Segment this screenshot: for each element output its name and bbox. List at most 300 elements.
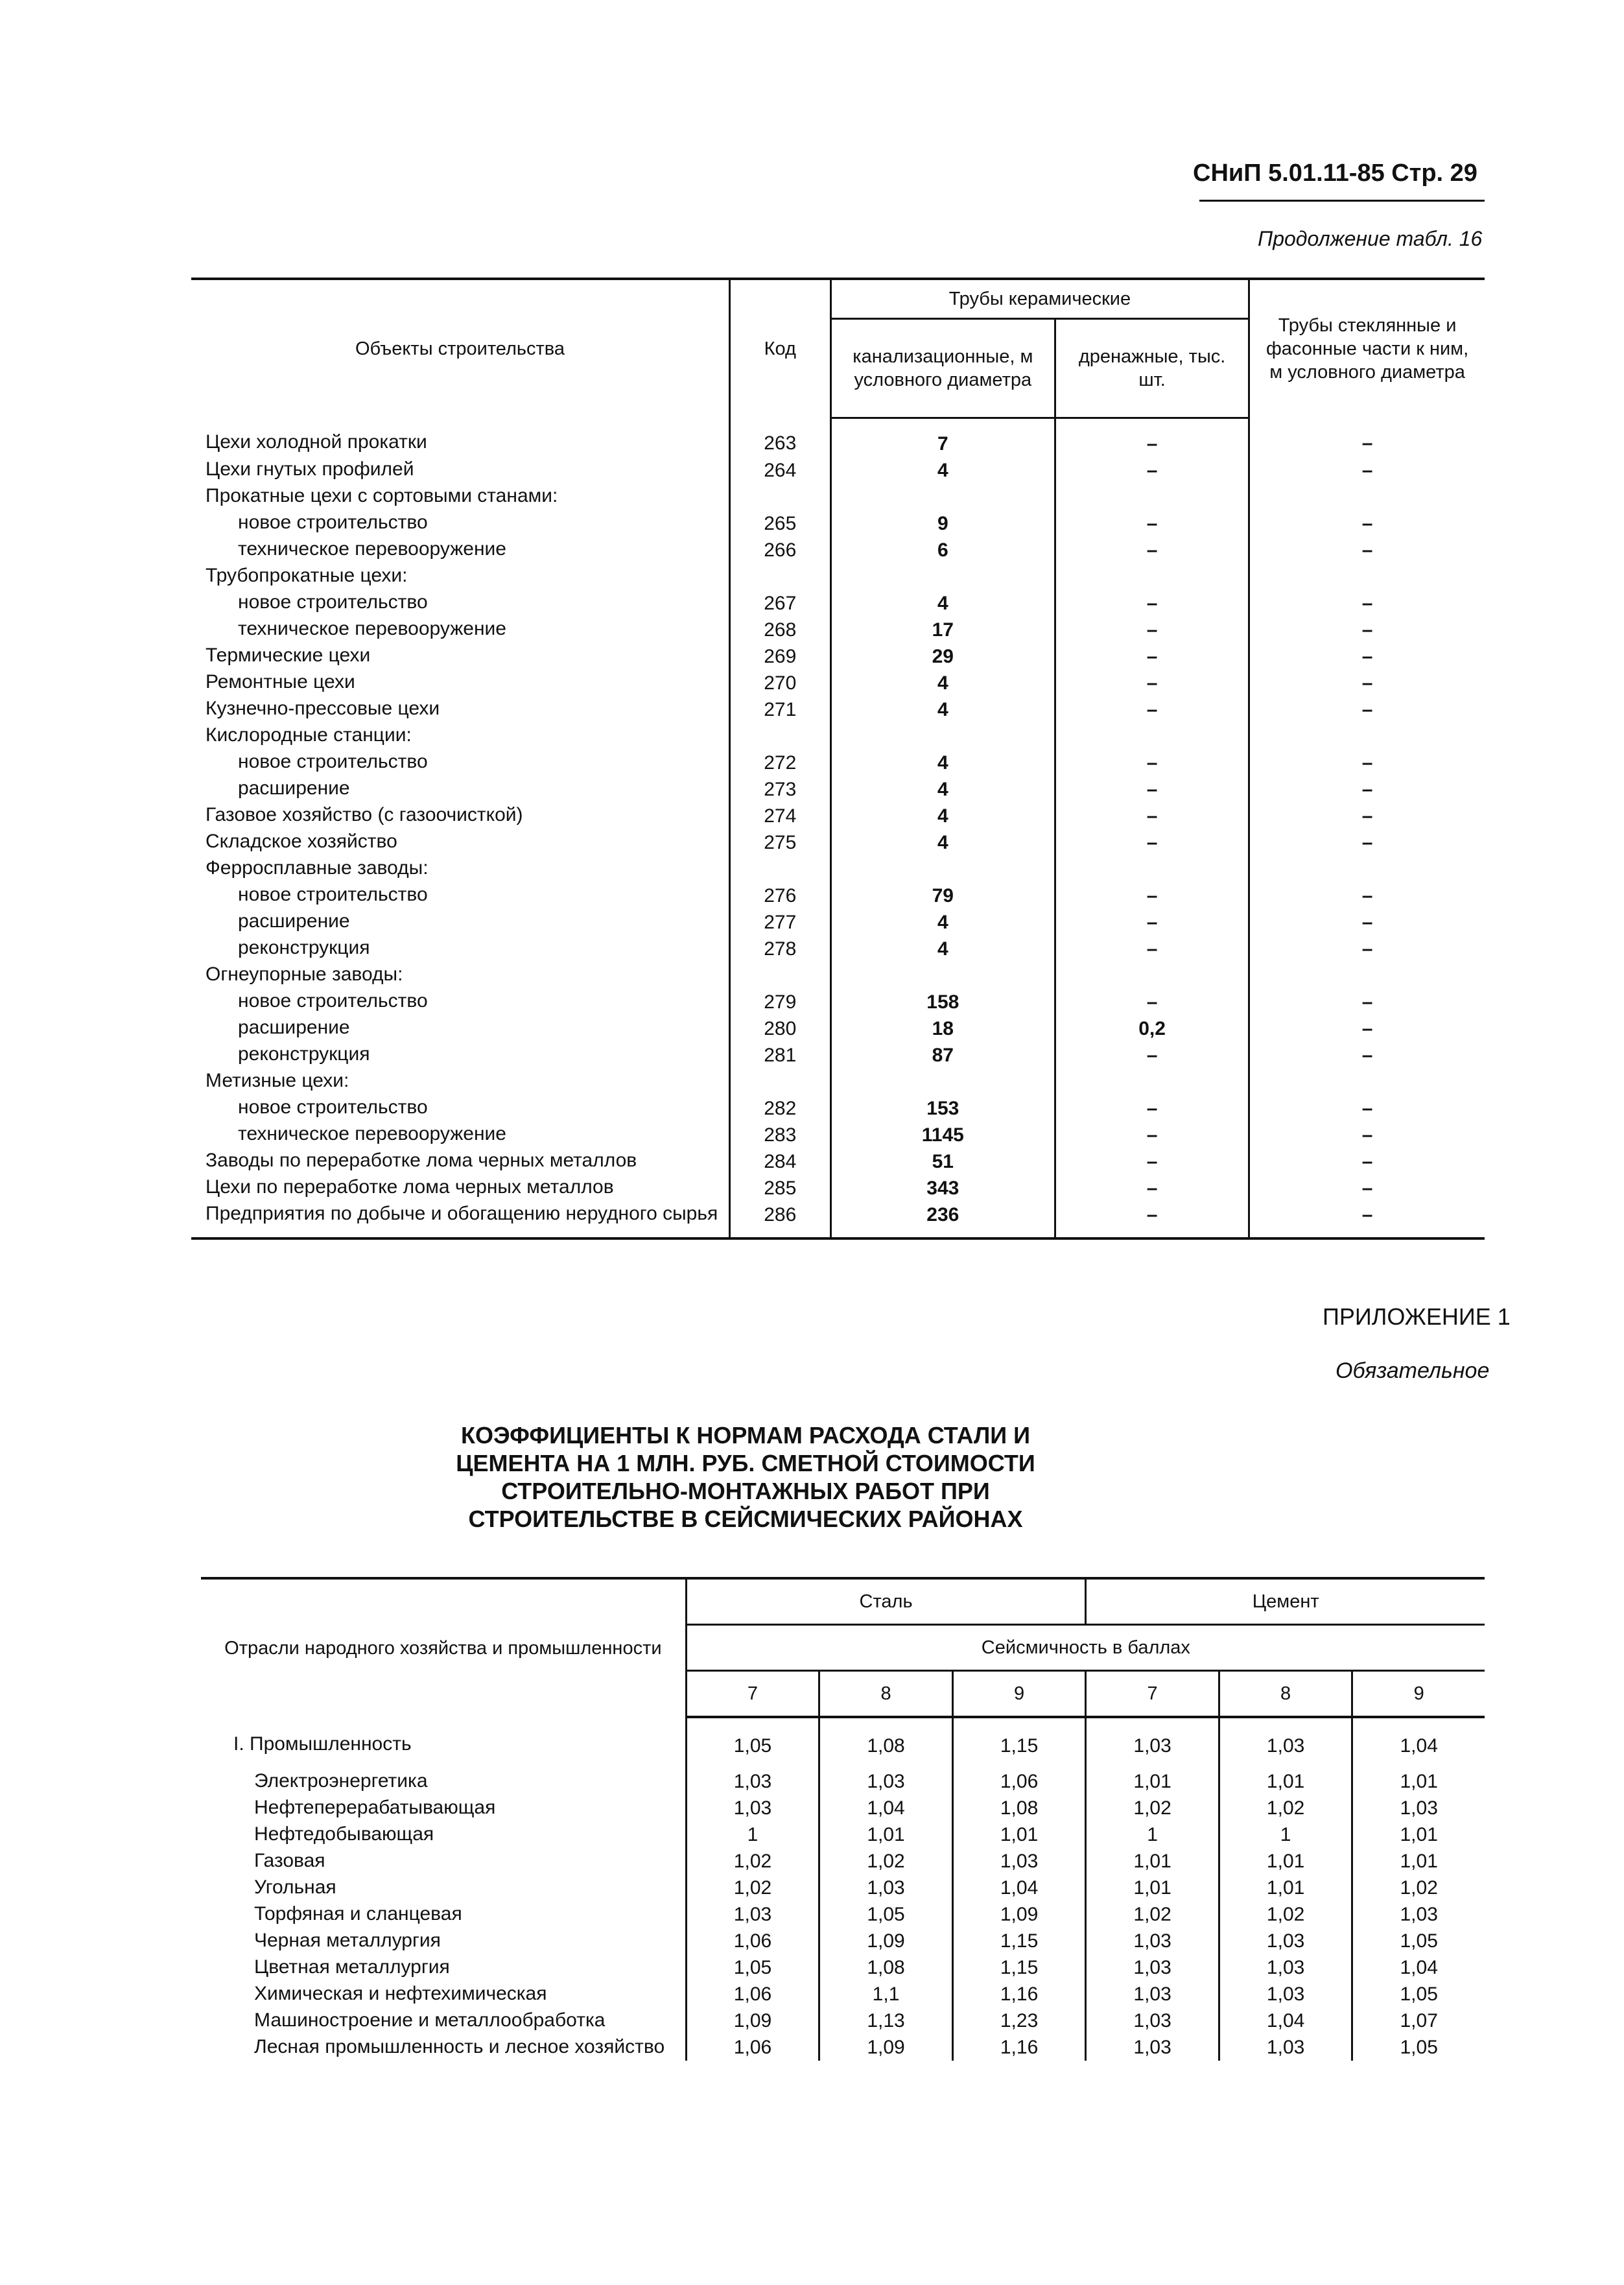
row-name: Ферросплавные заводы: [206, 857, 429, 879]
row-sewer-value: 4 [830, 696, 1055, 723]
table-row [191, 537, 1485, 563]
coefficient-value: 1,05 [686, 1717, 819, 1768]
table-row [191, 723, 1485, 750]
coefficient-value: 1,06 [686, 1981, 819, 2007]
coefficient-value: 1,03 [1086, 1717, 1219, 1768]
coefficient-value: 1,09 [686, 2007, 819, 2034]
coefficient-value: 1,03 [1219, 2034, 1352, 2061]
coefficient-value: 1,02 [1086, 1901, 1219, 1928]
row-glass-value: – [1249, 1148, 1485, 1175]
row-code: 268 [729, 617, 830, 643]
table-row [191, 696, 1485, 723]
table-row [201, 1954, 1485, 1981]
row-code: 282 [729, 1095, 830, 1122]
col-code-header: Код [729, 279, 830, 418]
coefficient-value: 1,03 [1086, 1981, 1219, 2007]
appendix-title: КОЭФФИЦИЕНТЫ К НОРМАМ РАСХОДА СТАЛИ И ЦЕМЕНТА НА 1 МЛН. РУБ. СМЕТНОЙ СТОИМОСТИ СТРОИТЕЛЬНО-МОНТАЖНЫХ РАБОТ ПРИ СТРОИТЕЛЬСТВЕ В СЕЙСМИЧЕСКИХ РАЙОНАХ [456, 1422, 1035, 1532]
col-ceramic-header: Трубы керамические [830, 279, 1249, 319]
row-name: Ремонтные цехи [206, 671, 355, 693]
row-code: 274 [729, 803, 830, 829]
row-name: новое строительство [238, 751, 428, 772]
score-header: 7 [686, 1671, 819, 1718]
table-row [191, 803, 1485, 829]
table-row [201, 1875, 1485, 1901]
coefficient-value: 1,15 [952, 1717, 1086, 1768]
coefficient-value: 1,08 [819, 1954, 953, 1981]
coefficient-value: 1,04 [952, 1875, 1086, 1901]
row-code: 275 [729, 829, 830, 856]
table-row [191, 1122, 1485, 1148]
coefficient-value: 1,01 [1219, 1768, 1352, 1795]
row-drain-value [1055, 563, 1249, 590]
row-drain-value [1055, 1069, 1249, 1095]
coefficient-value: 1,03 [1219, 1981, 1352, 2007]
row-sewer-value: 7 [830, 418, 1055, 458]
row-drain-value [1055, 484, 1249, 510]
coefficient-value: 1,1 [819, 1981, 953, 2007]
row-code: 273 [729, 776, 830, 803]
row-glass-value: – [1249, 457, 1485, 484]
coefficient-value: 1,02 [1352, 1875, 1485, 1901]
row-name: Предприятия по добыче и обогащению нерудного сырья [191, 1202, 729, 1238]
coefficient-value: 1,09 [819, 1928, 953, 1954]
row-glass-value [1249, 856, 1485, 882]
row-drain-value: – [1055, 418, 1249, 458]
score-header: 9 [1352, 1671, 1485, 1718]
coefficient-value: 1,01 [1086, 1848, 1219, 1875]
table-row [191, 484, 1485, 510]
row-sewer-value: 4 [830, 750, 1055, 776]
row-glass-value: – [1249, 696, 1485, 723]
col-objects-header: Объекты строительства [191, 279, 729, 418]
coefficient-value: 1,03 [819, 1768, 953, 1795]
table-row [191, 1042, 1485, 1069]
row-name: Цехи холодной прокатки [206, 431, 427, 453]
row-drain-value [1055, 856, 1249, 882]
table-row [191, 962, 1485, 989]
row-drain-value: – [1055, 696, 1249, 723]
col-drain-header: дренажные, тыс. шт. [1055, 319, 1249, 418]
row-drain-value: – [1055, 457, 1249, 484]
row-name: техническое перевооружение [238, 538, 506, 560]
coefficient-value: 1,01 [1219, 1848, 1352, 1875]
row-code [729, 484, 830, 510]
coefficient-value: 1,07 [1352, 2007, 1485, 2034]
row-code: 285 [729, 1175, 830, 1202]
table-row [191, 590, 1485, 617]
row-code: 279 [729, 989, 830, 1015]
coefficient-value: 1,08 [819, 1717, 953, 1768]
row-drain-value: – [1055, 670, 1249, 696]
row-glass-value: – [1249, 776, 1485, 803]
table-row [191, 563, 1485, 590]
row-sewer-value: 6 [830, 537, 1055, 563]
branch-name: Торфяная и сланцевая [254, 1903, 462, 1924]
row-sewer-value [830, 856, 1055, 882]
table-16 [191, 278, 1485, 1240]
row-name: новое строительство [238, 591, 428, 613]
coefficient-value: 1,04 [1352, 1717, 1485, 1768]
row-sewer-value: 17 [830, 617, 1055, 643]
row-code: 267 [729, 590, 830, 617]
row-drain-value: – [1055, 1148, 1249, 1175]
table-row [191, 1015, 1485, 1042]
row-glass-value: – [1249, 989, 1485, 1015]
row-glass-value: – [1249, 1095, 1485, 1122]
coefficient-value: 1,23 [952, 2007, 1086, 2034]
score-header: 7 [1086, 1671, 1219, 1718]
row-sewer-value: 4 [830, 829, 1055, 856]
row-glass-value: – [1249, 1175, 1485, 1202]
row-name: новое строительство [238, 1096, 428, 1118]
row-sewer-value: 343 [830, 1175, 1055, 1202]
table-row [191, 1175, 1485, 1202]
row-code [729, 856, 830, 882]
row-code: 284 [729, 1148, 830, 1175]
row-sewer-value [830, 563, 1055, 590]
branch-name: Нефтедобывающая [254, 1823, 434, 1845]
table-row [191, 1202, 1485, 1238]
table-row [201, 1928, 1485, 1954]
row-glass-value: – [1249, 537, 1485, 563]
coefficient-value: 1,13 [819, 2007, 953, 2034]
table-row [201, 1821, 1485, 1848]
coefficient-value: 1,09 [952, 1901, 1086, 1928]
coefficient-value: 1,01 [1086, 1875, 1219, 1901]
row-drain-value: – [1055, 989, 1249, 1015]
row-glass-value: – [1249, 590, 1485, 617]
row-name: Цехи гнутых профилей [206, 458, 414, 480]
row-code [729, 563, 830, 590]
appendix-status: Обязательное [1336, 1358, 1490, 1383]
row-name: Кузнечно-прессовые цехи [206, 698, 440, 719]
coefficient-value: 1 [1219, 1821, 1352, 1848]
coefficient-value: 1,06 [952, 1768, 1086, 1795]
coefficient-value: 1,02 [1219, 1795, 1352, 1821]
row-sewer-value: 79 [830, 882, 1055, 909]
row-drain-value: – [1055, 776, 1249, 803]
row-drain-value: – [1055, 643, 1249, 670]
col-cement-header: Цемент [1086, 1578, 1485, 1625]
row-sewer-value: 4 [830, 457, 1055, 484]
branch-name: Нефтеперерабатывающая [254, 1797, 496, 1818]
continuation-note: Продолжение табл. 16 [1258, 227, 1483, 250]
row-code: 277 [729, 909, 830, 936]
row-sewer-value: 1145 [830, 1122, 1055, 1148]
row-glass-value: – [1249, 909, 1485, 936]
coefficient-value: 1,04 [1219, 2007, 1352, 2034]
coefficient-value: 1,02 [819, 1848, 953, 1875]
branch-name: Химическая и нефтехимическая [254, 1983, 547, 2004]
row-name: Трубопрокатные цехи: [206, 565, 408, 586]
coefficient-value: 1,01 [1219, 1875, 1352, 1901]
table-row [201, 1795, 1485, 1821]
row-sewer-value: 9 [830, 510, 1055, 537]
row-code: 265 [729, 510, 830, 537]
row-drain-value: – [1055, 1122, 1249, 1148]
coefficient-value: 1,05 [1352, 2034, 1485, 2061]
row-glass-value [1249, 723, 1485, 750]
branch-name: Машиностроение и металлообработка [254, 2009, 606, 2031]
row-drain-value: – [1055, 1042, 1249, 1069]
coefficient-value: 1,03 [1086, 1954, 1219, 1981]
row-glass-value: – [1249, 617, 1485, 643]
coefficient-value: 1,01 [1352, 1848, 1485, 1875]
row-sewer-value [830, 1069, 1055, 1095]
coefficient-value: 1,02 [1086, 1795, 1219, 1821]
row-name: новое строительство [238, 884, 428, 905]
row-name: расширение [238, 1017, 350, 1038]
row-glass-value: – [1249, 670, 1485, 696]
row-name: новое строительство [238, 990, 428, 1012]
row-code: 276 [729, 882, 830, 909]
row-glass-value: – [1249, 1015, 1485, 1042]
coefficient-value: 1,03 [686, 1901, 819, 1928]
table-row [201, 1981, 1485, 2007]
coefficient-value: 1,02 [686, 1848, 819, 1875]
row-name: расширение [238, 777, 350, 799]
row-glass-value: – [1249, 936, 1485, 962]
row-code: 278 [729, 936, 830, 962]
row-glass-value: – [1249, 750, 1485, 776]
row-sewer-value: 236 [830, 1202, 1055, 1238]
row-code: 266 [729, 537, 830, 563]
table-row [191, 989, 1485, 1015]
table-row [191, 882, 1485, 909]
row-name: реконструкция [238, 937, 370, 958]
branch-name: Черная металлургия [254, 1930, 441, 1951]
row-drain-value: – [1055, 590, 1249, 617]
row-sewer-value: 4 [830, 909, 1055, 936]
branch-name: Газовая [254, 1850, 325, 1871]
row-drain-value: – [1055, 750, 1249, 776]
row-drain-value: – [1055, 803, 1249, 829]
row-glass-value [1249, 962, 1485, 989]
table-row [191, 1148, 1485, 1175]
row-sewer-value [830, 962, 1055, 989]
coefficient-value: 1,04 [819, 1795, 953, 1821]
row-code: 269 [729, 643, 830, 670]
coefficient-value: 1,05 [819, 1901, 953, 1928]
row-code [729, 723, 830, 750]
row-name: Огнеупорные заводы: [206, 964, 403, 985]
branch-name: I. Промышленность [233, 1733, 412, 1755]
row-code: 264 [729, 457, 830, 484]
row-drain-value: – [1055, 1202, 1249, 1238]
table-row [191, 776, 1485, 803]
coefficient-value: 1 [686, 1821, 819, 1848]
row-glass-value: – [1249, 882, 1485, 909]
row-drain-value: – [1055, 617, 1249, 643]
coefficient-value: 1,03 [1219, 1928, 1352, 1954]
row-glass-value: – [1249, 1122, 1485, 1148]
table-row [191, 1069, 1485, 1095]
coefficient-value: 1,05 [1352, 1981, 1485, 2007]
row-drain-value: 0,2 [1055, 1015, 1249, 1042]
branch-name: Цветная металлургия [254, 1956, 450, 1978]
row-name: Газовое хозяйство (с газоочисткой) [206, 804, 523, 825]
row-glass-value: – [1249, 803, 1485, 829]
table-row [191, 936, 1485, 962]
row-sewer-value: 87 [830, 1042, 1055, 1069]
coefficient-value: 1,15 [952, 1928, 1086, 1954]
row-sewer-value: 4 [830, 670, 1055, 696]
coefficient-value: 1,03 [1219, 1717, 1352, 1768]
coefficient-value: 1,03 [819, 1875, 953, 1901]
appendix-label: ПРИЛОЖЕНИЕ 1 [1323, 1303, 1511, 1330]
coefficient-value: 1,03 [1352, 1795, 1485, 1821]
coefficient-value: 1,03 [1219, 1954, 1352, 1981]
col-steel-header: Сталь [686, 1578, 1086, 1625]
coefficient-value: 1,03 [952, 1848, 1086, 1875]
row-glass-value: – [1249, 829, 1485, 856]
table-row [191, 829, 1485, 856]
row-drain-value: – [1055, 882, 1249, 909]
row-glass-value: – [1249, 510, 1485, 537]
coefficient-value: 1,01 [1086, 1768, 1219, 1795]
coefficient-value: 1,03 [1086, 1928, 1219, 1954]
row-code: 263 [729, 418, 830, 458]
row-sewer-value: 4 [830, 803, 1055, 829]
table-row [201, 1901, 1485, 1928]
row-code [729, 1069, 830, 1095]
coefficient-value: 1,06 [686, 2034, 819, 2061]
row-name: реконструкция [238, 1043, 370, 1065]
coefficient-value: 1,16 [952, 1981, 1086, 2007]
row-name: Складское хозяйство [206, 831, 397, 852]
branch-name: Угольная [254, 1877, 336, 1898]
table-row [191, 1095, 1485, 1122]
row-sewer-value: 29 [830, 643, 1055, 670]
coefficient-value: 1,03 [1086, 2034, 1219, 2061]
row-glass-value: – [1249, 418, 1485, 458]
row-glass-value [1249, 484, 1485, 510]
row-sewer-value [830, 723, 1055, 750]
row-sewer-value: 4 [830, 936, 1055, 962]
col-seismic-header: Сейсмичность в баллах [686, 1625, 1485, 1671]
header-rule [1199, 200, 1485, 202]
row-name: техническое перевооружение [238, 1123, 506, 1144]
coefficient-value: 1,05 [686, 1954, 819, 1981]
row-drain-value: – [1055, 936, 1249, 962]
coefficient-value: 1,04 [1352, 1954, 1485, 1981]
branch-name: Электроэнергетика [254, 1770, 428, 1792]
row-code [729, 962, 830, 989]
branch-name: Лесная промышленность и лесное хозяйство [254, 2036, 665, 2057]
row-code: 271 [729, 696, 830, 723]
row-drain-value: – [1055, 1175, 1249, 1202]
row-drain-value: – [1055, 537, 1249, 563]
row-name: Термические цехи [206, 645, 371, 666]
row-name: Заводы по переработке лома черных металлов [206, 1150, 637, 1171]
coefficient-value: 1,15 [952, 1954, 1086, 1981]
row-name: Цехи по переработке лома черных металлов [206, 1176, 614, 1198]
row-code: 270 [729, 670, 830, 696]
row-drain-value: – [1055, 510, 1249, 537]
coefficient-value: 1,02 [1219, 1901, 1352, 1928]
row-name: техническое перевооружение [238, 618, 506, 639]
score-header: 9 [952, 1671, 1086, 1718]
row-sewer-value: 158 [830, 989, 1055, 1015]
coefficient-value: 1,05 [1352, 1928, 1485, 1954]
coefficient-value: 1,06 [686, 1928, 819, 1954]
table-row [201, 2007, 1485, 2034]
row-drain-value: – [1055, 829, 1249, 856]
score-header: 8 [1219, 1671, 1352, 1718]
col-glass-header: Трубы стеклянные и фасонные части к ним, м условного диаметра [1249, 279, 1485, 418]
row-glass-value [1249, 563, 1485, 590]
coefficient-value: 1,08 [952, 1795, 1086, 1821]
table-row [191, 909, 1485, 936]
col-sewer-header: канализационные, м условного диаметра [830, 319, 1055, 418]
row-sewer-value: 51 [830, 1148, 1055, 1175]
coefficient-value: 1,02 [686, 1875, 819, 1901]
row-drain-value [1055, 962, 1249, 989]
col-branch-header: Отрасли народного хозяйства и промышленности [201, 1578, 686, 1717]
row-glass-value: – [1249, 1202, 1485, 1238]
table-row [201, 1848, 1485, 1875]
table-row [201, 1768, 1485, 1795]
table-row [191, 856, 1485, 882]
score-header: 8 [819, 1671, 953, 1718]
coefficient-value: 1 [1086, 1821, 1219, 1848]
row-name: новое строительство [238, 512, 428, 533]
row-drain-value [1055, 723, 1249, 750]
row-code: 283 [729, 1122, 830, 1148]
row-sewer-value [830, 484, 1055, 510]
coefficient-value: 1,01 [952, 1821, 1086, 1848]
row-glass-value: – [1249, 643, 1485, 670]
row-sewer-value: 153 [830, 1095, 1055, 1122]
coefficient-value: 1,09 [819, 2034, 953, 2061]
table-row [191, 750, 1485, 776]
table-row [191, 617, 1485, 643]
page-header: СНиП 5.01.11-85 Стр. 29 [1193, 160, 1477, 187]
row-glass-value [1249, 1069, 1485, 1095]
row-sewer-value: 4 [830, 776, 1055, 803]
table-row [191, 457, 1485, 484]
row-code: 286 [729, 1202, 830, 1238]
row-code: 281 [729, 1042, 830, 1069]
row-sewer-value: 4 [830, 590, 1055, 617]
coefficient-value: 1,03 [1086, 2007, 1219, 2034]
coefficient-value: 1,16 [952, 2034, 1086, 2061]
row-sewer-value: 18 [830, 1015, 1055, 1042]
row-drain-value: – [1055, 1095, 1249, 1122]
row-code: 272 [729, 750, 830, 776]
coefficient-value: 1,01 [1352, 1768, 1485, 1795]
coefficient-value: 1,01 [1352, 1821, 1485, 1848]
row-code: 280 [729, 1015, 830, 1042]
row-name: Метизные цехи: [206, 1070, 349, 1091]
table-row [191, 418, 1485, 458]
row-glass-value: – [1249, 1042, 1485, 1069]
table-row [201, 1717, 1485, 1768]
table-row [201, 2034, 1485, 2061]
coefficient-value: 1,03 [1352, 1901, 1485, 1928]
row-name: Прокатные цехи с сортовыми станами: [206, 485, 558, 506]
row-drain-value: – [1055, 909, 1249, 936]
table-row [191, 643, 1485, 670]
row-name: Кислородные станции: [206, 724, 412, 746]
coefficient-value: 1,03 [686, 1795, 819, 1821]
coefficient-value: 1,03 [686, 1768, 819, 1795]
table-row [191, 670, 1485, 696]
coefficient-value: 1,01 [819, 1821, 953, 1848]
coefficients-table [201, 1577, 1485, 2061]
row-name: расширение [238, 910, 350, 932]
table-row [191, 510, 1485, 537]
